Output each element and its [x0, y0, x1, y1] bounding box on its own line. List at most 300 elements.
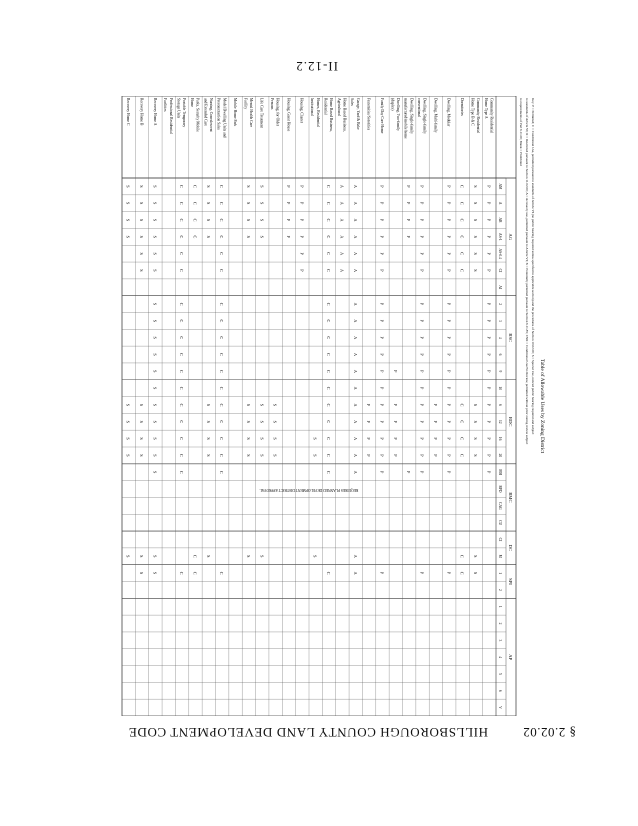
use-label: Recovery Home C	[126, 98, 131, 126]
use-cell: C	[179, 201, 185, 205]
use-cell: P	[419, 302, 425, 306]
use-label: Fraternities/Sororities	[366, 98, 371, 131]
use-cell: P	[379, 571, 385, 575]
use-label: Dwelling, Single-family	[422, 98, 427, 134]
use-cell: P	[446, 386, 452, 390]
use-cell: C	[179, 269, 185, 272]
use-label: Family Day Care Home	[379, 98, 384, 134]
use-cell: S	[152, 336, 158, 339]
use-cell: A	[352, 235, 358, 239]
use-cell: S	[259, 454, 265, 457]
use-cell: C	[179, 420, 185, 424]
use-cell: C	[326, 470, 332, 474]
use-cell: C	[219, 571, 225, 575]
use-label: Housing, for Older	[275, 98, 280, 126]
use-cell: C	[219, 302, 225, 306]
use-cell: P	[486, 302, 492, 306]
use-cell: S	[205, 437, 211, 440]
use-cell: P	[419, 437, 425, 440]
use-cell: C	[179, 386, 185, 390]
use-cell: C	[192, 235, 198, 239]
use-cell: P	[406, 218, 412, 222]
use-cell: C	[219, 369, 225, 373]
use-cell: P	[486, 235, 492, 239]
use-cell: C	[459, 218, 465, 222]
use-cell: A	[352, 218, 358, 222]
use-cell: P	[432, 437, 438, 440]
use-cell: P	[406, 471, 412, 474]
column-header: AM	[498, 183, 502, 190]
use-cell: P	[419, 370, 425, 373]
use-cell: P	[446, 319, 452, 323]
use-cell: C	[326, 252, 332, 256]
use-cell: P	[379, 185, 385, 188]
use-cell: S	[139, 437, 145, 440]
use-label: and Extended Care	[203, 98, 208, 127]
use-cell: C	[219, 386, 225, 390]
use-cell: P	[486, 269, 492, 272]
use-cell: A	[352, 470, 358, 474]
use-label: Housing, Cluster	[299, 98, 304, 123]
use-cell: P	[446, 403, 452, 407]
use-cell: S	[472, 269, 478, 272]
use-cell: S	[259, 218, 265, 222]
use-cell: S	[472, 252, 478, 255]
use-label: Housing, Guest House	[286, 98, 291, 132]
use-cell: S	[245, 185, 251, 188]
use-cell: P	[419, 454, 425, 457]
allowable-uses-table	[118, 96, 550, 716]
rpd-note: REQUIRES PLANNED DEVELOPMENT DISTRICT APPROVAL	[259, 488, 359, 493]
page-number: II-12.2	[295, 59, 338, 74]
use-cell: S	[152, 185, 158, 188]
use-cell: C	[459, 554, 465, 558]
use-cell: S	[259, 235, 265, 239]
use-cell: S	[245, 437, 251, 440]
use-cell: C	[326, 319, 332, 323]
use-cell: A	[352, 554, 358, 558]
table-caption: Table of Allowable Uses by Zoning District	[539, 358, 545, 454]
use-cell: C	[179, 571, 185, 575]
use-cell: S	[139, 202, 145, 205]
use-cell: C	[326, 353, 332, 356]
use-cell: C	[326, 454, 332, 457]
use-cell: S	[259, 555, 265, 558]
use-cell: C	[326, 235, 332, 239]
use-cell: S	[152, 471, 158, 474]
column-header: 2	[498, 622, 502, 625]
use-cell: A	[352, 353, 358, 357]
use-cell: A	[352, 184, 358, 188]
use-label: manufactured/mobile home	[403, 98, 408, 139]
column-header: 6	[498, 404, 502, 406]
use-cell: P	[446, 471, 452, 474]
use-cell: P	[406, 235, 412, 239]
use-cell: C	[459, 437, 465, 440]
use-cell: P	[419, 252, 425, 255]
use-cell: P	[379, 269, 385, 272]
table-key-line-2: to standards of Article VI; R = Restricted pursuant to Section 11.02.00; A = Accessory use, permitted pursuant to Article VI; X = Potentially permitted pursuant to Section 6.11.85; CNR = Conditional Use/No Review, permitted without prior zoning review subject	[525, 98, 529, 445]
group-header: AG	[508, 233, 513, 241]
column-header: AR	[498, 217, 502, 223]
column-header: 2	[498, 589, 502, 591]
use-cell: C	[192, 218, 198, 222]
use-cell: C	[219, 235, 225, 239]
group-header: RDC	[508, 417, 513, 427]
use-cell: S	[205, 454, 211, 457]
use-cell: A	[352, 571, 358, 575]
use-cell: P	[379, 353, 385, 356]
use-cell: C	[219, 269, 225, 272]
use-cell: P	[406, 202, 412, 205]
use-cell: P	[486, 319, 492, 323]
use-cell: P	[285, 235, 291, 239]
use-cell: P	[379, 218, 385, 222]
use-label: Sales	[350, 98, 355, 106]
use-cell: S	[245, 202, 251, 205]
use-cell: C	[326, 420, 332, 424]
use-cell: P	[446, 420, 452, 423]
use-cell: S	[152, 386, 158, 390]
use-cell: P	[379, 471, 385, 474]
use-cell: P	[419, 571, 425, 575]
use-cell: S	[139, 185, 145, 188]
column-header: 1	[498, 605, 502, 608]
column-header: AS-1	[498, 233, 502, 241]
use-cell: P	[432, 454, 438, 457]
use-label: Home	[189, 98, 194, 108]
use-cell: P	[285, 218, 291, 222]
use-cell: C	[459, 269, 465, 272]
use-cell: S	[152, 571, 158, 575]
use-cell: P	[486, 370, 492, 373]
use-cell: C	[179, 235, 185, 239]
use-cell: C	[326, 218, 332, 222]
use-cell: P	[446, 370, 452, 373]
use-cell: S	[152, 302, 158, 306]
use-label: (duplex)	[390, 98, 395, 111]
use-cell: C	[326, 369, 332, 373]
use-label: Mental Health Care	[248, 98, 253, 128]
use-label: Agricultural	[336, 98, 341, 117]
use-cell: S	[139, 420, 145, 423]
use-cell: S	[125, 437, 131, 440]
use-cell: P	[419, 269, 425, 272]
use-cell: S	[312, 555, 318, 558]
use-cell: C	[459, 235, 465, 239]
use-label: Life Care Treatment	[259, 98, 264, 128]
use-cell: P	[486, 386, 492, 390]
use-cell: S	[245, 218, 251, 222]
use-label: Facilities	[163, 98, 168, 112]
use-cell: C	[179, 437, 185, 440]
use-cell: C	[459, 201, 465, 205]
use-cell: S	[125, 555, 131, 558]
use-label: Dwelling, Single-family	[409, 98, 414, 134]
column-header: AS-0.4	[498, 248, 502, 259]
use-cell: P	[446, 202, 452, 205]
use-cell: A	[352, 302, 358, 306]
use-label: Model Dwelling Units and	[222, 98, 227, 138]
allowable-uses-table-area	[118, 96, 550, 716]
use-cell: P	[419, 185, 425, 188]
use-cell: C	[192, 554, 198, 558]
use-cell: S	[152, 420, 158, 423]
group-header: DC	[508, 544, 513, 552]
use-cell: C	[219, 420, 225, 424]
use-label: Residential	[323, 98, 328, 115]
column-header: 1	[498, 572, 502, 574]
use-cell: A	[352, 437, 358, 441]
use-cell: P	[299, 269, 305, 272]
use-cell: P	[392, 437, 398, 440]
use-cell: A	[352, 268, 358, 272]
use-cell: S	[205, 185, 211, 188]
use-cell: S	[152, 235, 158, 239]
use-cell: P	[379, 370, 385, 373]
use-cell: P	[299, 218, 305, 222]
use-cell: S	[152, 555, 158, 558]
use-cell: S	[125, 454, 131, 457]
use-cell: S	[272, 437, 278, 440]
use-cell: P	[419, 420, 425, 423]
column-header: 6	[498, 689, 502, 692]
use-cell: C	[179, 319, 185, 323]
use-cell: P	[392, 403, 398, 407]
use-cell: A	[352, 201, 358, 205]
use-cell: C	[179, 185, 185, 188]
use-cell: P	[379, 252, 385, 255]
use-cell: P	[379, 235, 385, 239]
use-cell: P	[419, 403, 425, 407]
use-cell: S	[152, 252, 158, 255]
use-cell: S	[139, 571, 145, 575]
use-cell: P	[486, 202, 492, 205]
use-label: Homes, Residential	[315, 98, 320, 127]
use-cell: S	[125, 420, 131, 423]
use-cell: P	[299, 185, 305, 188]
use-cell: S	[472, 403, 478, 407]
use-cell: S	[205, 555, 211, 558]
use-cell: C	[219, 201, 225, 205]
use-cell: P	[419, 471, 425, 474]
use-cell: P	[285, 202, 291, 205]
use-cell: A	[352, 386, 358, 390]
document-title: HILLSBOROUGH COUNTY LAND DEVELOPMENT CODE	[128, 725, 488, 740]
column-header: CI	[498, 268, 502, 273]
use-cell: P	[432, 403, 438, 407]
use-cell: C	[326, 185, 332, 188]
use-cell: C	[459, 403, 465, 407]
use-cell: C	[179, 302, 185, 306]
use-cell: P	[486, 403, 492, 407]
use-cell: P	[366, 403, 372, 407]
use-cell: S	[312, 437, 318, 440]
use-cell: P	[446, 437, 452, 440]
use-cell: P	[419, 336, 425, 339]
use-label: Community Residential	[489, 98, 494, 134]
use-label: Dormitories	[460, 98, 465, 116]
column-header: 6	[498, 353, 502, 356]
use-cell: C	[219, 252, 225, 256]
use-cell: P	[446, 185, 452, 188]
group-header: RMC	[508, 492, 513, 503]
use-cell: A	[339, 252, 345, 256]
use-cell: C	[179, 252, 185, 256]
use-cell: S	[139, 403, 145, 407]
use-cell: C	[326, 571, 332, 575]
group-header: AP	[508, 654, 513, 661]
column-header: CAG	[498, 502, 502, 510]
use-cell: C	[219, 403, 225, 407]
use-cell: A	[339, 268, 345, 272]
use-cell: S	[472, 420, 478, 423]
use-label: Recovery Home A	[152, 98, 157, 126]
use-cell: P	[486, 471, 492, 474]
use-cell: S	[125, 403, 131, 407]
column-header: MH	[498, 469, 502, 476]
column-header: 3	[498, 639, 502, 642]
column-header: RPD	[498, 485, 502, 493]
section-number: § 2.02.02	[522, 725, 576, 740]
use-cell: C	[192, 571, 198, 575]
use-label: Storage Units	[176, 98, 181, 119]
use-cell: S	[152, 202, 158, 205]
use-label: conventional	[416, 98, 421, 118]
table-key-line-1: Key: P = Permitted; C = Conditional Use, permitted pursuant to standards of Article VI (no public hearing required unless specified in applicable section) and the procedures of Section 10.02.00; S = Special Use, noticed public hearing required and subject	[531, 98, 535, 435]
use-cell: P	[446, 252, 452, 255]
use-cell: P	[446, 571, 452, 575]
use-cell: C	[219, 353, 225, 356]
use-label: Garage, Yard & Bake	[355, 98, 360, 130]
use-label: Preconstruction Sales	[216, 98, 221, 130]
use-cell: A	[339, 201, 345, 205]
use-cell: S	[152, 319, 158, 323]
table-text	[126, 98, 513, 709]
use-cell: P	[486, 252, 492, 255]
use-label: Professional Residential	[168, 98, 173, 134]
use-cell: S	[272, 403, 278, 407]
column-header: AI	[498, 285, 502, 290]
use-cell: P	[486, 353, 492, 356]
use-label: Dwelling, Modular	[446, 98, 451, 127]
use-cell: S	[152, 353, 158, 356]
use-cell: C	[326, 302, 332, 306]
use-cell: P	[379, 454, 385, 457]
use-cell: S	[472, 555, 478, 558]
column-header: A	[498, 201, 502, 205]
use-cell: S	[472, 218, 478, 222]
use-cell: P	[432, 420, 438, 423]
use-cell: S	[245, 454, 251, 457]
use-cell: S	[152, 437, 158, 440]
use-cell: S	[139, 252, 145, 255]
use-label: Persons	[270, 98, 275, 110]
use-cell: S	[245, 420, 251, 423]
use-cell: P	[392, 370, 398, 373]
use-label: Portable Temporary	[182, 98, 187, 128]
use-label: Dwelling, Multi-family	[433, 98, 438, 133]
use-cell: P	[366, 454, 372, 457]
use-label: Parks, Security Mobile	[195, 98, 200, 132]
use-cell: S	[152, 403, 158, 407]
use-cell: P	[379, 302, 385, 306]
use-cell: A	[352, 420, 358, 424]
use-cell: P	[379, 336, 385, 339]
group-header: RSC	[508, 333, 513, 343]
table-key-line-3: to requirements of Part 6.11.00; Blank = Prohibited	[519, 98, 523, 166]
use-cell: C	[326, 269, 332, 272]
use-cell: A	[352, 403, 358, 407]
use-cell: S	[205, 420, 211, 423]
use-cell: S	[312, 454, 318, 457]
use-cell: P	[446, 336, 452, 339]
use-cell: C	[219, 218, 225, 222]
use-cell: S	[152, 269, 158, 272]
use-cell: C	[326, 201, 332, 205]
use-cell: S	[472, 235, 478, 239]
use-cell: C	[179, 218, 185, 222]
use-cell: P	[446, 235, 452, 239]
use-cell: C	[459, 420, 465, 424]
use-cell: C	[459, 454, 465, 457]
column-header: 10	[498, 386, 502, 390]
use-cell: S	[205, 235, 211, 239]
use-cell: P	[379, 202, 385, 205]
use-cell: C	[179, 369, 185, 373]
use-label: Dwelling, Two-family	[395, 98, 400, 131]
column-header: V	[498, 706, 502, 709]
use-cell: A	[339, 218, 345, 222]
use-cell: S	[139, 235, 145, 239]
use-cell: A	[352, 369, 358, 373]
use-cell: P	[486, 218, 492, 222]
use-cell: S	[472, 185, 478, 188]
use-cell: C	[219, 437, 225, 440]
use-cell: S	[259, 437, 265, 440]
use-cell: P	[379, 420, 385, 423]
use-cell: S	[272, 420, 278, 423]
use-cell: S	[259, 185, 265, 188]
use-cell: A	[339, 184, 345, 188]
use-cell: S	[139, 555, 145, 558]
use-cell: A	[339, 235, 345, 239]
use-label: Home Type A	[483, 98, 488, 119]
column-header: 16	[498, 436, 502, 441]
use-cell: S	[205, 202, 211, 205]
use-cell: C	[326, 437, 332, 440]
use-cell: P	[419, 218, 425, 222]
use-cell: P	[299, 252, 305, 255]
use-cell: P	[419, 235, 425, 239]
use-cell: C	[179, 470, 185, 474]
use-cell: C	[179, 403, 185, 407]
use-cell: P	[379, 319, 385, 323]
use-cell: S	[205, 218, 211, 222]
column-header: CI	[498, 537, 502, 542]
use-label: Recovery Home B	[139, 98, 144, 126]
use-cell: P	[406, 185, 412, 188]
use-cell: S	[152, 454, 158, 457]
use-label: Nursing, Convalescent	[208, 98, 213, 132]
use-label: Home Based Business,	[342, 98, 347, 132]
use-label: Institutional	[310, 98, 315, 116]
column-header: 4	[498, 336, 502, 339]
use-cell: S	[152, 370, 158, 373]
use-cell: P	[486, 185, 492, 188]
use-cell: P	[299, 202, 305, 205]
use-cell: S	[245, 235, 251, 239]
